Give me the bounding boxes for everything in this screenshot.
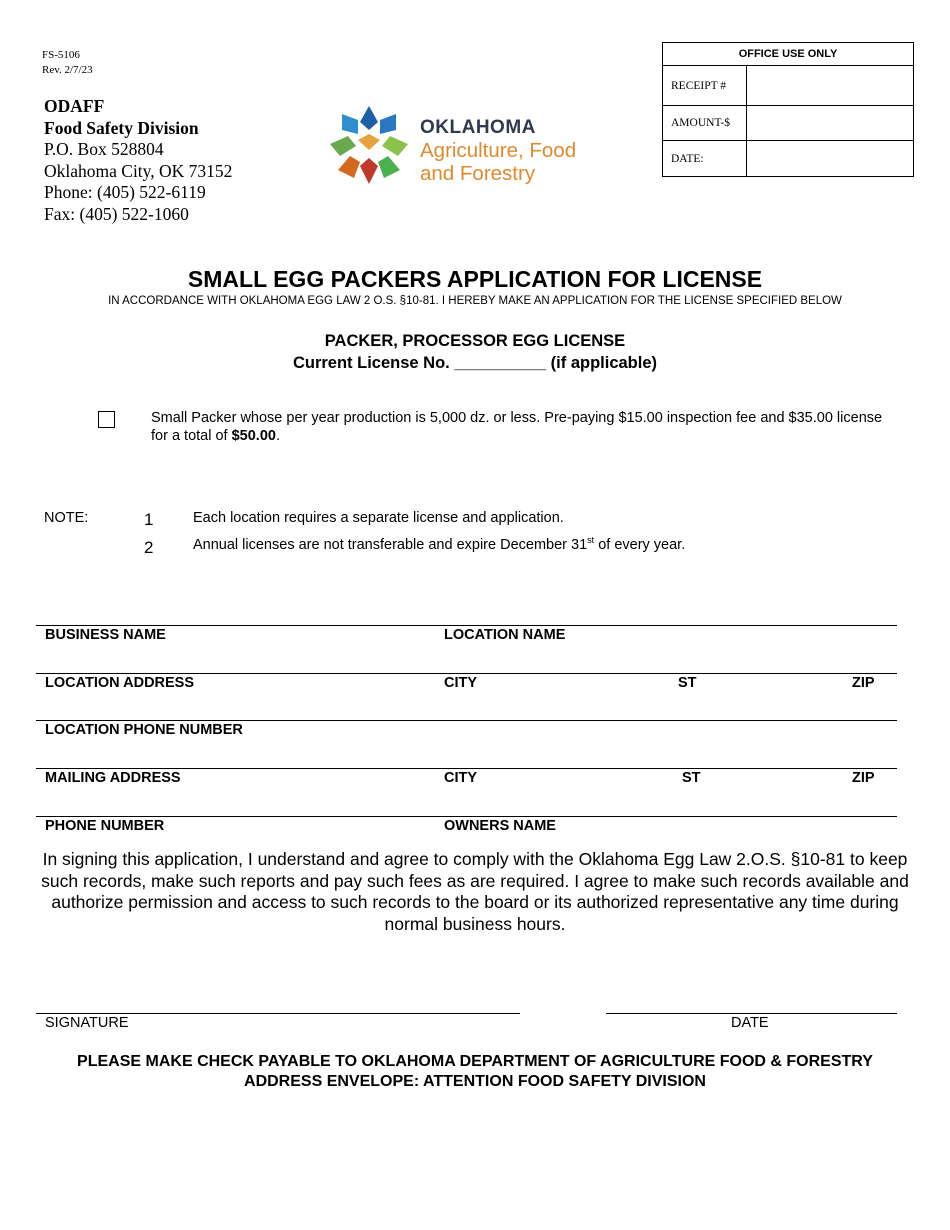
business-name-input[interactable]: [45, 648, 425, 664]
logo-line-2: Agriculture, Food: [420, 139, 577, 162]
location-address-label: LOCATION ADDRESS: [45, 675, 195, 691]
note-number-2: 2: [144, 538, 154, 557]
date-line[interactable]: [606, 1013, 897, 1014]
location-name-input[interactable]: [444, 648, 894, 664]
mailing-address-input[interactable]: [45, 791, 425, 807]
mailing-zip-input[interactable]: [840, 791, 895, 807]
field-divider: [36, 625, 897, 626]
location-zip-label: ZIP: [852, 675, 875, 691]
footer-payment-note: PLEASE MAKE CHECK PAYABLE TO OKLAHOMA DEPARTMENT OF AGRICULTURE FOOD & FORESTRY: [77, 1053, 873, 1070]
note-2-before: Annual licenses are not transferable and expire December 31: [193, 537, 588, 553]
office-row-date: [663, 141, 913, 176]
office-row-amount: [663, 106, 913, 141]
option-end: .: [275, 428, 280, 444]
option-total: $50.00: [231, 428, 276, 444]
agency-abbr: ODAFF: [44, 96, 105, 116]
agency-city-state: Oklahoma City, OK 73152: [44, 160, 233, 181]
note-text-2: [193, 537, 685, 553]
phone-number-label: PHONE NUMBER: [45, 818, 165, 834]
location-city-label: CITY: [444, 675, 478, 691]
note-2-sup: st: [587, 535, 595, 546]
agency-fax: Fax: (405) 522-1060: [44, 203, 189, 224]
signature-line[interactable]: [36, 1013, 520, 1014]
location-city-input[interactable]: [444, 696, 664, 712]
license-type: PACKER, PROCESSOR EGG LICENSE: [324, 332, 626, 350]
owners-name-input[interactable]: [580, 818, 895, 834]
receipt-field[interactable]: [747, 66, 913, 105]
page-title: SMALL EGG PACKERS APPLICATION FOR LICENSE: [187, 266, 763, 292]
office-use-header: OFFICE USE ONLY: [663, 43, 913, 66]
form-number: FS-5106: [42, 49, 80, 61]
option-description: Small Packer whose per year production is 5,000 dz. or less. Pre-paying $15.00 inspection fee and $35.00 license for a total of: [151, 410, 883, 444]
agreement-text: In signing this application, I understand and agree to comply with the Oklahoma Egg Law 2.O.S. §10-81 to keep such records, make such reports and pay such fees as are required. I agree to make such records available and authorize permission and access to such records to the board or its authorized representative any time during normal business hours.: [41, 849, 909, 934]
footer-address-note: ADDRESS ENVELOPE: ATTENTION FOOD SAFETY DIVISION: [244, 1073, 706, 1090]
location-zip-input[interactable]: [840, 696, 895, 712]
mailing-address-label: MAILING ADDRESS: [45, 770, 181, 786]
location-state-input[interactable]: [678, 696, 828, 712]
mailing-state-label: ST: [682, 770, 701, 786]
logo-wordmark: [420, 116, 576, 185]
location-name-label: LOCATION NAME: [444, 627, 566, 643]
amount-label: AMOUNT-$: [663, 106, 747, 140]
agency-address: [44, 96, 232, 225]
field-divider: [36, 720, 897, 721]
small-packer-checkbox[interactable]: [98, 411, 115, 428]
location-state-label: ST: [678, 675, 697, 691]
current-license-line: Current License No. __________ (if applicable): [292, 354, 658, 372]
form-revision: Rev. 2/7/23: [42, 64, 93, 76]
location-phone-input[interactable]: [45, 743, 425, 759]
odaff-logo: [328, 104, 628, 188]
signature-label: SIGNATURE: [45, 1015, 129, 1031]
small-packer-option-text: [151, 409, 901, 445]
star-emblem-icon: [328, 104, 410, 186]
mailing-city-input[interactable]: [444, 791, 664, 807]
owners-name-label: OWNERS NAME: [444, 818, 556, 834]
agency-po-box: P.O. Box 528804: [44, 139, 164, 159]
note-2-after: of every year.: [594, 537, 686, 553]
form-id: [42, 48, 93, 78]
office-date-label: DATE:: [663, 141, 747, 176]
field-divider: [36, 673, 897, 674]
mailing-city-label: CITY: [444, 770, 478, 786]
office-date-field[interactable]: [747, 141, 913, 176]
note-label: NOTE:: [44, 510, 89, 526]
logo-line-1: OKLAHOMA: [420, 117, 536, 138]
agency-phone: Phone: (405) 522-6119: [44, 182, 206, 202]
location-address-input[interactable]: [45, 696, 425, 712]
logo-line-3: and Forestry: [420, 162, 536, 185]
business-name-label: BUSINESS NAME: [45, 627, 166, 643]
mailing-zip-label: ZIP: [852, 770, 875, 786]
page-subtitle: IN ACCORDANCE WITH OKLAHOMA EGG LAW 2 O.S. §10-81. I HEREBY MAKE AN APPLICATION FOR THE LICENSE SPECIFIED BELOW: [108, 295, 842, 307]
location-phone-label: LOCATION PHONE NUMBER: [45, 722, 243, 738]
note-text-1: Each location requires a separate license and application.: [193, 510, 564, 526]
amount-field[interactable]: [747, 106, 913, 140]
mailing-state-input[interactable]: [682, 791, 832, 807]
signature-date-label: DATE: [731, 1015, 769, 1031]
field-divider: [36, 768, 897, 769]
note-number-1: 1: [144, 510, 154, 529]
office-row-receipt: [663, 66, 913, 106]
field-divider: [36, 816, 897, 817]
office-use-table: [662, 42, 914, 177]
receipt-label: RECEIPT #: [663, 66, 747, 105]
agency-division: Food Safety Division: [44, 117, 199, 138]
phone-number-input[interactable]: [200, 818, 430, 834]
